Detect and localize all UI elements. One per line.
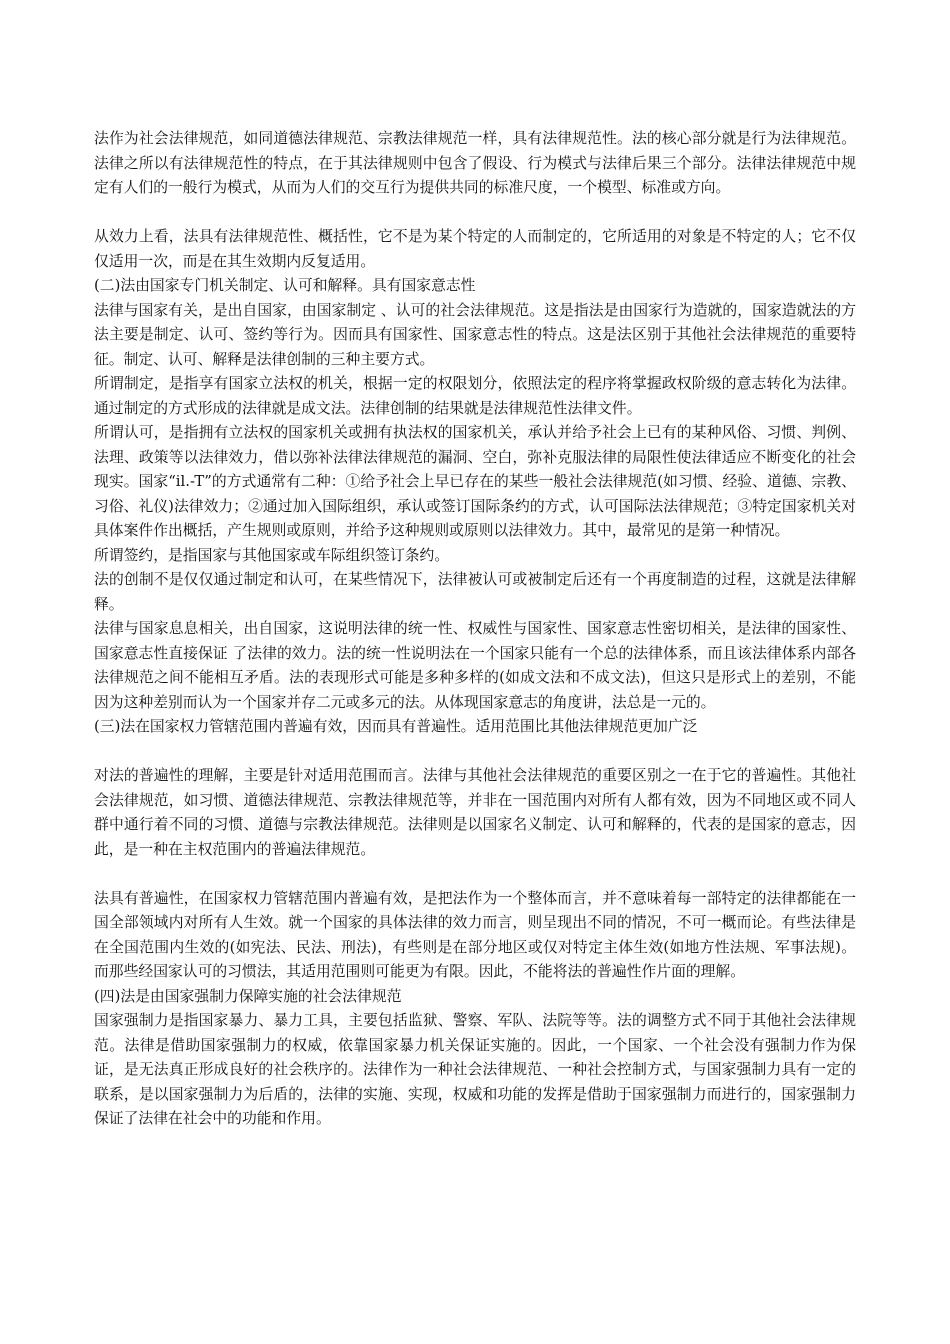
paragraph-enactment: 所谓制定，是指享有国家立法权的机关，根据一定的权限划分，依照法定的程序将掌握政权阶级的意志转化为法律。通过制定的方式形成的法律就是成文法。法律创制的结果就是法律规范性法律文件。 — [94, 375, 856, 417]
paragraph-state-will: 法律与国家有关，是出自国家，由国家制定 、认可的社会法律规范。这是指法是由国家行为造就的，国家造就法的方法主要是制定、认可、签约等行为。因而具有国家性、国家意志性的特点。这是法区别于其他社会法律规范的重要特征。制定、认可、解释是法律创制的三种主要方式。 — [94, 301, 856, 368]
section-heading-3: (三)法在国家权力管辖范围内普遍有效，因而具有普遍性。适用范围比其他法律规范更加广泛 — [94, 718, 698, 735]
paragraph-universality-scope: 法具有普遍性，在国家权力管辖范围内普遍有效，是把法作为一个整体而言，并不意味着每一部特定的法律都能在一国全部领域内对所有人生效。就一个国家的具体法律的效力而言，则呈现出不同的情况，不可一概而论。有些法律是在全国范围内生效的(如宪法、民法、刑法)，有些则是在部分地区或仅对特定主体生效(如地方性法规、军事法规)。而那些经国家认可的习惯法，其适用范围则可能更为有限。因此，不能将法的普遍性作片面的理解。 — [94, 889, 856, 980]
paragraph-interpretation: 法的创制不是仅仅通过制定和认可，在某些情况下，法律被认可或被制定后还有一个再度制造的过程，这就是法律解释。 — [94, 571, 856, 613]
paragraph-legal-normativity: 法作为社会法律规范，如同道德法律规范、宗教法律规范一样，具有法律规范性。法的核心部分就是行为法律规范。法律之所以有法律规范性的特点，在于其法律规则中包含了假设、行为模式与法律后果三个部分。法律法律规范中规定有人们的一般行为模式，从而为人们的交互行为提供共同的标准尺度，一个模型、标准或方向。 — [94, 130, 856, 196]
document-page — [94, 127, 856, 1132]
section-heading-2: (二)法由国家专门机关制定、认可和解释。具有国家意志性 — [94, 277, 476, 294]
paragraph-effectiveness: 从效力上看，法具有法律规范性、概括性，它不是为某个特定的人而制定的，它所适用的对象是不特定的人；它不仅仅适用一次，而是在其生效期内反复适用。 — [94, 228, 856, 270]
paragraph-treaty: 所谓签约，是指国家与其他国家或车际组织签订条约。 — [94, 546, 450, 564]
paragraph-unity: 法律与国家息息相关，出自国家，这说明法律的统一性、权威性与国家性、国家意志性密切相关，是法律的国家性、国家意志性直接保证 了法律的效力。法的统一性说明法在一个国家只能有一个总的法律体系，而且该法律体系内部各法律规范之间不能相互矛盾。法的表现形式可能是多种多样的(如成文法和不成文法)，但这只是形式上的差别，不能因为这种差别而认为一个国家并存二元或多元的法。从体现国家意志的角度讲，法总是一元的。 — [94, 620, 856, 711]
paragraph-spacer — [94, 862, 856, 887]
paragraph-recognition: 所谓认可，是指拥有立法权的国家机关或拥有执法权的国家机关，承认并给予社会上已有的某种风俗、习惯、判例、法理、政策等以法律效力，借以弥补法律法律规范的漏洞、空白，弥补克服法律的局限性使法律适应不断变化的社会现实。国家“il.-T”的方式通常有二种：①给予社会上早已存在的某些一般社会法律规范(如习惯、经验、道德、宗教、习俗、礼仪)法律效力；②通过加入国际组织，承认或签订国际条约的方式，认可国际法法律规范；③特定国家机关对具体案件作出概括，产生规则或原则，并给予这种规则或原则以法律效力。其中，最常见的是第一种情况。 — [94, 424, 856, 539]
paragraph-coercion: 国家强制力是指国家暴力、暴力工具，主要包括监狱、警察、军队、法院等等。法的调整方式不同于其他社会法律规范。法律是借助国家强制力的权威，依靠国家暴力机关保证实施的。因此，一个国家、一个社会没有强制力作为保证，是无法真正形成良好的社会秩序的。法律作为一种社会法律规范、一种社会控制方式，与国家强制力具有一定的联系，是以国家强制力为后盾的，法律的实施、实现，权威和功能的发挥是借助于国家强制力而进行的，国家强制力保证了法律在社会中的功能和作用。 — [94, 1012, 856, 1127]
paragraph-spacer — [94, 740, 856, 765]
section-heading-4: (四)法是由国家强制力保障实施的社会法律规范 — [94, 987, 402, 1005]
paragraph-universality: 对法的普遍性的理解，主要是针对适用范围而言。法律与其他社会法律规范的重要区别之一在于它的普遍性。其他社会法律规范，如习惯、道德法律规范、宗教法律规范等，并非在一国范围内对所有人都有效，因为不同地区或不同人群中通行着不同的习惯、道德与宗教法律规范。法律则是以国家名义制定、认可和解释的，代表的是国家的意志，因此，是一种在主权范围内的普遍法律规范。 — [94, 767, 856, 858]
paragraph-spacer — [94, 201, 856, 226]
